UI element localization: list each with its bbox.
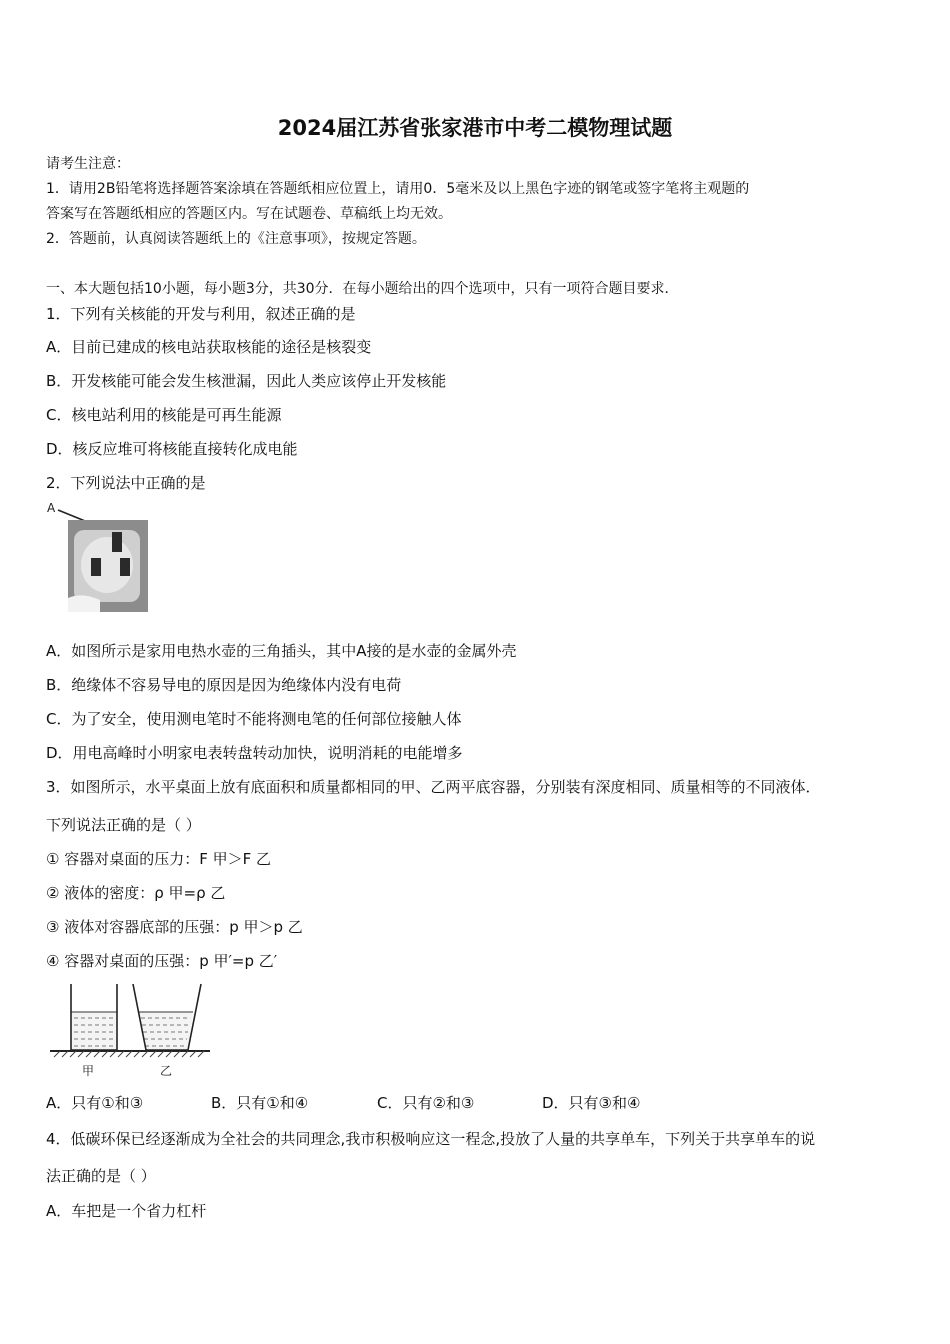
q4-option-a: A．车把是一个省力杠杆 — [46, 1202, 207, 1220]
q1-stem: 1．下列有关核能的开发与利用，叙述正确的是 — [46, 305, 356, 323]
q3-option-a: A．只有①和③ — [46, 1094, 144, 1112]
q3-option-d: D．只有③和④ — [542, 1094, 641, 1112]
q3-statement-4: ④ 容器对桌面的压强：p 甲′=p 乙′ — [46, 952, 278, 970]
plug-pin-earth — [112, 532, 122, 552]
q3-option-c: C．只有②和③ — [377, 1094, 475, 1112]
notice-line-3: 2．答题前，认真阅读答题纸上的《注意事项》，按规定答题。 — [46, 231, 426, 247]
q1-option-b: B．开发核能可能会发生核泄漏，因此人类应该停止开发核能 — [46, 372, 447, 390]
q2-option-a: A．如图所示是家用电热水壶的三角插头，其中A接的是水壶的金属外壳 — [46, 642, 517, 660]
page-title: 2024届江苏省张家港市中考二模物理试题 — [277, 116, 673, 140]
q2-stem: 2．下列说法中正确的是 — [46, 474, 206, 492]
q1-option-c: C．核电站利用的核能是可再生能源 — [46, 406, 282, 424]
q3-stem-line-1: 3．如图所示，水平桌面上放有底面积和质量都相同的甲、乙两平底容器，分别装有深度相同、质量相等的不同液体． — [46, 778, 821, 796]
plug-pin-left — [91, 558, 101, 576]
q3-statement-2: ② 液体的密度：ρ 甲=ρ 乙 — [46, 884, 226, 902]
plug-figure — [44, 500, 152, 616]
q1-option-a: A．目前已建成的核电站获取核能的途径是核裂变 — [46, 338, 372, 356]
q3-statement-1: ① 容器对桌面的压力：F 甲＞F 乙 — [46, 850, 272, 868]
container-yi-label: 乙 — [160, 1064, 173, 1078]
containers-figure — [46, 982, 218, 1080]
q3-options-row — [46, 1092, 766, 1114]
q1-option-d: D．核反应堆可将核能直接转化成电能 — [46, 440, 298, 458]
q3-option-b: B．只有①和④ — [211, 1094, 309, 1112]
plug-label-a: A — [47, 501, 56, 515]
notice-heading: 请考生注意： — [46, 156, 130, 172]
notice-line-1: 1．请用2B铅笔将选择题答案涂填在答题纸相应位置上，请用0．5毫米及以上黑色字迹的钢笔或签字笔将主观题的 — [46, 181, 750, 197]
q3-stem-line-2: 下列说法正确的是（ ） — [46, 816, 201, 834]
container-yi — [133, 984, 201, 1050]
q2-option-d: D．用电高峰时小明家电表转盘转动加快，说明消耗的电能增多 — [46, 744, 463, 762]
q4-stem-line-2: 法正确的是（ ） — [46, 1167, 156, 1185]
section-1-heading: 一、本大题包括10小题，每小题3分，共30分．在每小题给出的四个选项中，只有一项符合题目要求． — [46, 281, 679, 297]
container-jia — [71, 984, 117, 1050]
q3-statement-3: ③ 液体对容器底部的压强：p 甲＞p 乙 — [46, 918, 303, 936]
q2-option-b: B．绝缘体不容易导电的原因是因为绝缘体内没有电荷 — [46, 676, 402, 694]
container-jia-label: 甲 — [82, 1064, 95, 1078]
plug-pin-right — [120, 558, 130, 576]
notice-line-2: 答案写在答题纸相应的答题区内。写在试题卷、草稿纸上均无效。 — [46, 206, 452, 222]
q2-option-c: C．为了安全，使用测电笔时不能将测电笔的任何部位接触人体 — [46, 710, 462, 728]
q4-stem-line-1: 4．低碳环保已经逐渐成为全社会的共同理念,我市积极响应这一程念,投放了人量的共享单车，下列关于共享单车的说 — [46, 1130, 816, 1148]
